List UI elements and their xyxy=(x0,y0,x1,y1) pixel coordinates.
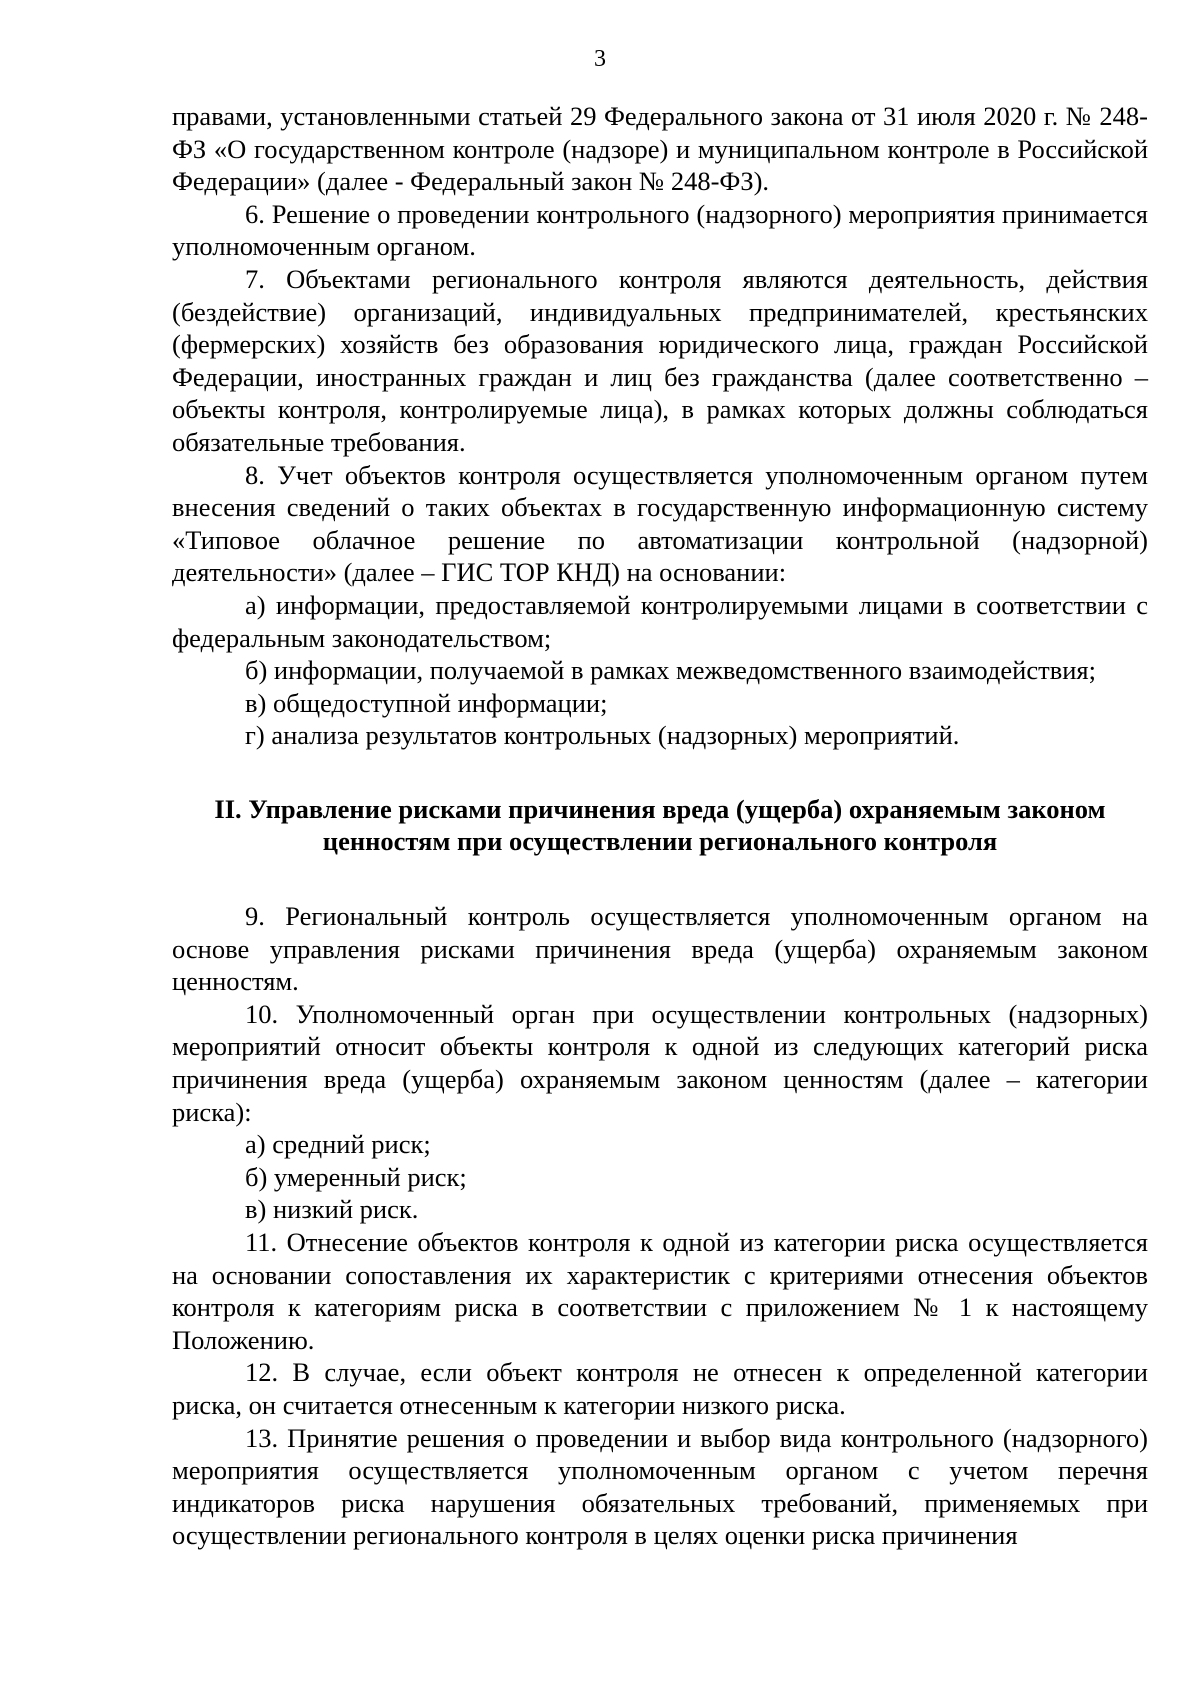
list-item-8c: в) общедоступной информации; xyxy=(245,687,608,718)
list-item-10c: в) низкий риск. xyxy=(245,1194,419,1225)
paragraph-9: 9. Региональный контроль осуществляется уполномоченным органом на основе управления рисками причинения вреда (ущерба) охраняемым законом ценностям. xyxy=(172,901,1148,997)
list-item-8a: а) информации, предоставляемой контролируемыми лицами в соответствии с федеральным законодательством; xyxy=(172,589,1148,653)
paragraph-11: 11. Отнесение объектов контроля к одной из категории риска осуществляется на основании сопоставления их характеристик с критериями отнесения объектов контроля к категориям риска в соответствии с приложением № 1 к настоящему Положению. xyxy=(172,1227,1148,1355)
paragraph-7: 7. Объектами регионального контроля являются деятельность, действия (бездействие) организаций, индивидуальных предпринимателей, крестьянских (фермерских) хозяйств без образования юридического лица, граждан Российской Федерации, иностранных граждан и лиц без гражданства (далее соответственно – объекты контроля, контролируемые лица), в рамках которых должны соблюдаться обязательные требования. xyxy=(172,263,1148,457)
page-number: 3 xyxy=(594,46,606,72)
list-item-10a: а) средний риск; xyxy=(245,1129,431,1160)
section-heading: II. Управление рисками причинения вреда (ущерба) охраняемым законом ценностям при осуществлении регионального контроля xyxy=(214,793,1106,857)
document-body xyxy=(172,100,1148,1552)
list-item-10b: б) умеренный риск; xyxy=(245,1161,467,1192)
paragraph-12: 12. В случае, если объект контроля не отнесен к определенной категории риска, он считается отнесенным к категории низкого риска. xyxy=(172,1357,1148,1420)
paragraph-8: 8. Учет объектов контроля осуществляется уполномоченным органом путем внесения сведений о таких объектах в государственную информационную систему «Типовое облачное решение по автоматизации контрольной (надзорной) деятельности» (далее – ГИС ТОР КНД) на основании: xyxy=(172,459,1148,588)
paragraph-6: 6. Решение о проведении контрольного (надзорного) мероприятия принимается уполномоченным органом. xyxy=(172,198,1148,262)
list-item-8d: г) анализа результатов контрольных (надзорных) мероприятий. xyxy=(245,720,960,751)
paragraph-10: 10. Уполномоченный орган при осуществлении контрольных (надзорных) мероприятий относит объекты контроля к одной из следующих категорий риска причинения вреда (ущерба) охраняемым законом ценностям (далее – категории риска): xyxy=(172,998,1148,1127)
paragraph-13: 13. Принятие решения о проведении и выбор вида контрольного (надзорного) мероприятия осуществляется уполномоченным органом с учетом перечня индикаторов риска нарушения обязательных требований, применяемых при осуществлении регионального контроля в целях оценки риска причинения xyxy=(172,1422,1148,1551)
list-item-8b: б) информации, получаемой в рамках межведомственного взаимодействия; xyxy=(245,655,1096,686)
paragraph-continuation: правами, установленными статьей 29 Федерального закона от 31 июля 2020 г. № 248-ФЗ «О государственном контроле (надзоре) и муниципальном контроле в Российской Федерации» (далее - Федеральный закон № 248-ФЗ). xyxy=(172,101,1148,197)
